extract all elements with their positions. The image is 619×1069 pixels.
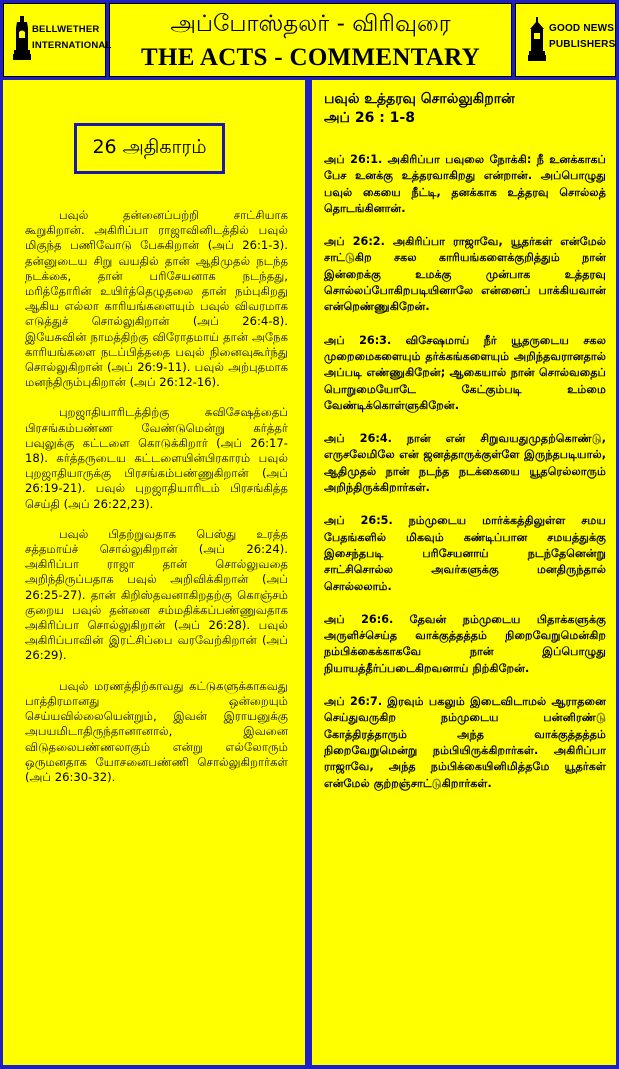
logo-right-text: GOOD NEWS PUBLISHERS	[549, 23, 616, 50]
bellwether-logo	[3, 3, 112, 77]
summary-body	[25, 208, 288, 800]
summary-paragraph: பவுல் தன்னைப்பற்றி சாட்சியாக கூறுகிறான். அகிரிப்பா ராஜாவினிடத்தில் பவுல் மிகுந்த பணிவோடு பேசுகிறான் (அப் 26:1-3). தன்னுடைய சிறு வயதில் தான் ஆதிமுதல் நடந்த நடக்கை, தான் பரிசேயனாக நடந்தது, மரித்தோரின் உயிர்த்தெழுதலை தான் நம்புகிறது ஆகிய எல்லா காரியங்களையும் பவுல் விவரமாக எடுத்துச் சொல்லுகிறான் (அப் 26:4-8). இயேசுவின் நாமத்திற்கு விரோதமாய் தான் அநேக காரியங்களை நடப்பித்ததை பவுல் நினைவுகூர்ந்து சொல்லுகிறான் (அப் 26:9-11). பவுல் அற்புதமாக மனந்திரும்புகிறான் (அப் 26:12-16).	[25, 208, 288, 390]
verses-body	[324, 152, 606, 809]
summary-paragraph: புறஜாதியாரிடத்திற்கு சுவிசேஷத்தைப் பிரசங்கம்பண்ண வேண்டுமென்று கர்த்தர் பவுலுக்கு கட்டளை கொடுக்கிறார் (அப் 26:17-18). கர்த்தருடைய கட்டளையின்பிரகாரம் பவுல் புறஜாதியாருக்கு பிரசங்கம்பண்ணுகிறான் (அப் 26:19-21). பவுல் புறஜாதியாரிடம் பிரசங்கித்த செய்தி (அப் 26:22,23).	[25, 405, 288, 511]
title-tamil: அப்போஸ்தலர் - விரிவுரை	[170, 10, 451, 37]
verse-paragraph: அப் 26:6. தேவன் நம்முடைய பிதாக்களுக்கு அருளிச்செய்த வாக்குத்தத்தம் நிறைவேறுமென்கிற நம்பிக்கைக்காகவே நான் இப்பொழுது நியாயத்தீர்ப்படைகிறவனாய் நிற்கிறேன்.	[324, 612, 606, 675]
section-heading: பவுல் உத்தரவு சொல்லுகிறான்	[324, 91, 515, 107]
tower-icon	[528, 17, 546, 61]
verse-paragraph: அப் 26:7. இரவும் பகலும் இடைவிடாமல் ஆராதனை செய்துவருகிற நம்முடைய பன்னிரண்டு கோத்திரத்தாரும் அந்த வாக்குத்தத்தம் நிறைவேறுமென்று நம்பியிருக்கிறார்கள். அகிரிப்பா ராஜாவே, அந்த நம்பிக்கையினிமித்தமே யூதர்கள் என்மேல் குற்றஞ்சாட்டுகிறார்கள்.	[324, 695, 606, 790]
summary-paragraph: பவுல் பிதற்றுவதாக பெஸ்து உரத்த சத்தமாய்ச் சொல்லுகிறான் (அப் 26:24). அகிரிப்பா ராஜா தான் சொல்லுவதை அறிந்திருப்பதாக பவுல் அறிவிக்கிறான் (அப் 26:25-27). தான் கிறிஸ்தவனாகிறதற்கு கொஞ்சம் குறைய பவுல் தன்னை சம்மதிக்கப்பண்ணுவதாக அகிரிப்பா சொல்லுகிறான் (அப் 26:28). பவுல் அகிரிப்பாவின் இரட்சிப்பை வரவேற்கிறான் (அப் 26:29).	[25, 526, 288, 663]
logo-left-text: BELLWETHER INTERNATIONAL	[32, 24, 112, 51]
summary-paragraph: பவுல் மரணத்திற்காவது கட்டுகளுக்காகவது பாத்திரமானது ஒன்றையும் செய்யவில்லையென்றும், இவன் இராயனுக்கு அபயமிடாதிருந்தானானால், இவனை விடுதலைபண்ணலாகும் என்று எல்லோரும் ஒருமனதாக யோசனைபண்ணி சொல்லுகிறார்கள் (அப் 26:30-32).	[25, 678, 288, 784]
chapter-box	[74, 123, 225, 174]
verse-paragraph: அப் 26:4. நான் என் சிறுவயதுமுதற்கொண்டு, எருசலேமிலே என் ஜனத்தாருக்குள்ளே இருந்தபடியால், ஆதிமுதல் நான் நடந்த நடக்கையை யூதரெல்லாரும் அறிந்திருக்கிறார்கள்.	[324, 432, 606, 495]
summary-column	[3, 80, 305, 1065]
verse-paragraph: அப் 26:1. அகிரிப்பா பவுலை நோக்கி: நீ உனக்காகப் பேச உனக்கு உத்தரவாகிறது என்றான். அப்பொழுது பவுல் கையை நீட்டி, தனக்காக உத்தரவு சொல்லத் தொடங்கினான்.	[324, 153, 606, 215]
title-english: THE ACTS - COMMENTARY	[140, 43, 480, 71]
section-reference: அப் 26 : 1-8	[324, 110, 415, 126]
section-title	[324, 90, 604, 128]
verse-paragraph: அப் 26:2. அகிரிப்பா ராஜாவே, யூதர்கள் என்மேல் சாட்டுகிற சகல காரியங்களைக்குறித்தும் நான் இன்றைக்கு உமக்கு முன்பாக உத்தரவு சொல்லப்போகிறபடியினாலே என்னைப் பாக்கியவான் என்றெண்ணுகிறேன்.	[324, 235, 606, 314]
title-box	[109, 3, 512, 77]
chapter-title: 26 அதிகாரம்	[92, 136, 207, 158]
header	[3, 3, 616, 77]
good-news-logo	[515, 3, 616, 77]
verses-column	[312, 80, 616, 1065]
verse-paragraph: அப் 26:5. நம்முடைய மார்க்கத்திலுள்ள சமய பேதங்களில் மிகவும் கண்டிப்பான சமயத்துக்கு இசைந்தபடி பரிசேயனாய் நடந்தேனென்று சாட்சிசொல்ல அவர்களுக்கு மனதிருந்தால் சொல்லலாம்.	[324, 514, 606, 593]
verse-paragraph: அப் 26:3. விசேஷமாய் நீர் யூதருடைய சகல முறைமைகளையும் தர்க்கங்களையும் அறிந்தவரானதால் அப்படி எண்ணுகிறேன்; ஆகையால் நான் சொல்வதைப் பொறுமையோடே கேட்கும்படி உம்மை வேண்டிக்கொள்ளுகிறேன்.	[324, 333, 606, 412]
bell-tower-icon	[13, 16, 31, 60]
